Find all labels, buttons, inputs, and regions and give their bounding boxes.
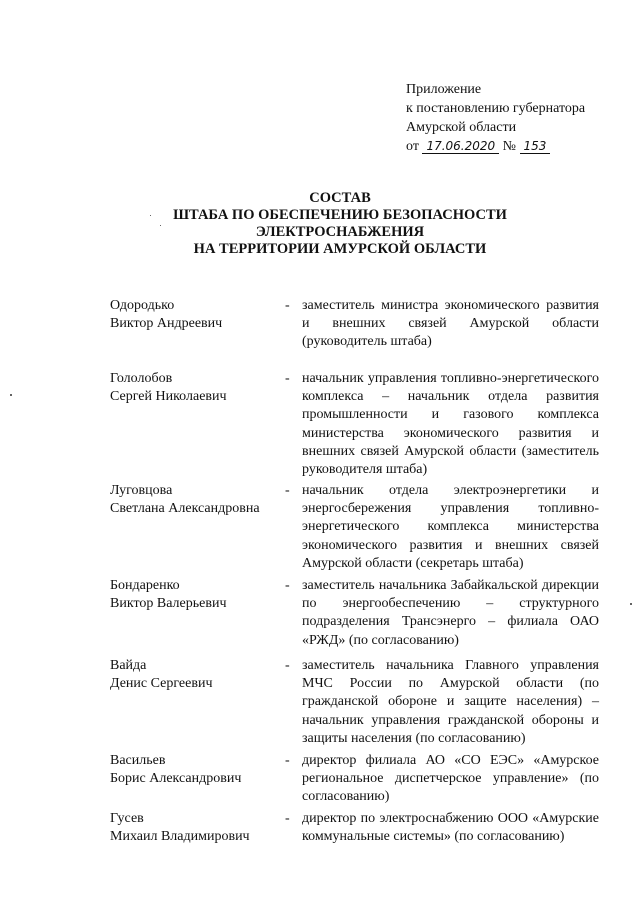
attachment-title: Приложение [406,82,482,97]
member-surname: Васильев [110,753,166,768]
member-given-name: Михаил Владимирович [110,829,250,844]
member-given-name: Денис Сергеевич [110,676,213,691]
title-line-3: ЭЛЕКТРОСНАБЖЕНИЯ [255,224,425,240]
member-surname: Бондаренко [110,578,180,593]
scan-speck [630,603,632,605]
member-dash: - [285,578,290,593]
member-dash: - [285,371,290,386]
member-role: директор филиала АО «СО ЕЭС» «Амурское региональное диспетчерское управление» (по согласованию) [302,753,599,805]
member-role: начальник управления топливно-энергетического комплекса – начальник отдела развития промышленности и газового комплекса министерства экономического развития и внешних связей Амурской области (заместитель руководителя штаба) [302,371,599,478]
member-surname: Вайда [110,658,147,673]
member-given-name: Борис Александрович [110,771,242,786]
member-role: заместитель министра экономического развития и внешних связей Амурской области (руководитель штаба) [302,298,599,350]
scan-speck [150,215,151,216]
member-role: директор по электроснабжению ООО «Амурские коммунальные системы» (по согласованию) [302,811,599,845]
member-role: заместитель начальника Главного управления МЧС России по Амурской области (по гражданской обороне и защите населения) – начальник управления гражданской обороны и защиты населения (по согласованию) [302,658,599,746]
member-dash: - [285,298,290,313]
member-surname: Гололобов [110,371,173,386]
member-dash: - [285,658,290,673]
attachment-header [406,80,626,156]
member-name [110,810,280,846]
member-name [110,297,280,333]
decree-date: 17.06.2020 [422,139,499,154]
attachment-date-number [406,137,626,156]
member-role: начальник отдела электроэнергетики и энергосбережения управления топливно-энергетического комплекса министерства экономического развития и внешних связей Амурской области (секретарь штаба) [302,483,599,571]
member-dash: - [285,811,290,826]
member-name [110,482,280,518]
member-name [110,577,280,613]
member-surname: Одородько [110,298,175,313]
member-surname: Гусев [110,811,144,826]
member-surname: Луговцова [110,483,173,498]
member-name [110,370,280,406]
scan-speck [10,394,12,396]
attachment-region: Амурской области [406,120,517,135]
member-dash: - [285,753,290,768]
member-given-name: Светлана Александровна [110,501,260,516]
member-dash: - [285,483,290,498]
member-name [110,752,280,788]
title-line-4: НА ТЕРРИТОРИИ АМУРСКОЙ ОБЛАСТИ [193,241,487,257]
member-role: заместитель начальника Забайкальской дирекции по энергообеспечению – структурного подразделения Трансэнерго – филиала ОАО «РЖД» (по согласованию) [302,578,599,648]
attachment-decree: к постановлению губернатора [406,101,586,116]
scan-speck [160,225,161,226]
document-title [120,190,560,258]
from-prefix: от [406,139,419,154]
member-name [110,657,280,693]
title-line-1: СОСТАВ [309,190,371,206]
member-given-name: Сергей Николаевич [110,389,227,404]
title-line-2: ШТАБА ПО ОБЕСПЕЧЕНИЮ БЕЗОПАСНОСТИ [173,207,507,223]
member-given-name: Виктор Валерьевич [110,596,227,611]
number-prefix: № [502,139,517,154]
member-given-name: Виктор Андреевич [110,316,223,331]
decree-number: 153 [520,139,551,154]
